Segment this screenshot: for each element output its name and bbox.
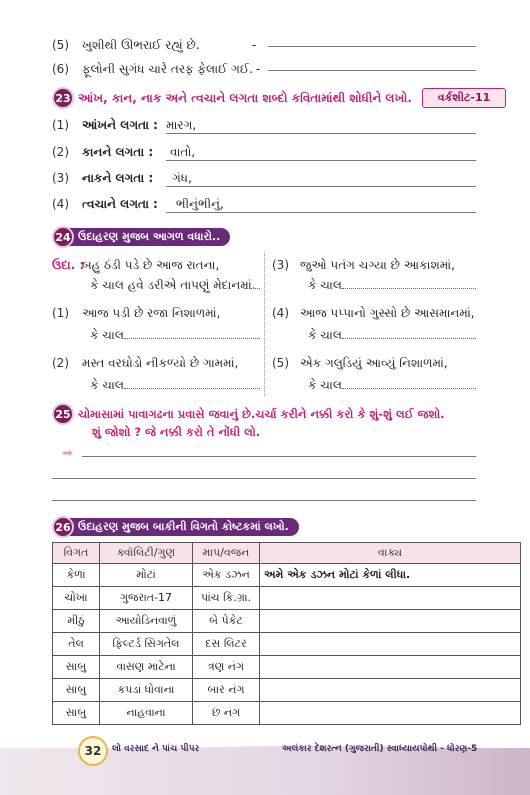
- q23-row-4-label: ત્વચાને લગતા :: [82, 197, 158, 211]
- page-number: 32: [78, 736, 108, 766]
- q23-row-3-label: નાકને લગતા :: [82, 171, 154, 185]
- table-row: [53, 610, 521, 633]
- q24-item-4-answer-line: [342, 338, 476, 339]
- table-cell: ત્રણ નંગ: [193, 656, 260, 679]
- table-row: [53, 633, 521, 656]
- item-6-answer-line: [268, 70, 476, 71]
- question-24-title: ઉદાહરણ મુજબ આગળ વધારો..: [66, 228, 230, 246]
- q24-column-divider: [264, 253, 265, 396]
- q24-item-2-answer-line: [124, 388, 260, 389]
- q24-item-3-line1: જુઓ પતંગ ચગ્યા છે આકાશમાં,: [300, 258, 455, 272]
- table-cell: અમે એક ડઝન મોટાં કેળાં લીધા.: [260, 564, 521, 587]
- q23-row-1-number: (1): [52, 118, 69, 132]
- arrow-icon: ➡: [62, 446, 73, 461]
- q25-answer-line-2: [52, 478, 476, 479]
- q23-row-1-value: મારગ,: [166, 118, 197, 132]
- table-row: [53, 679, 521, 702]
- q24-item-3-number: (3): [272, 258, 289, 272]
- worksheet-tag: વર્કશીટ-11: [422, 88, 506, 108]
- item-5-dash: -: [252, 38, 257, 52]
- item-6-text: ફૂલોની સુગંધ ચારે તરફ ફેલાઈ ગઈ.: [82, 62, 253, 76]
- q23-row-2-label: કાનને લગતા :: [82, 145, 154, 159]
- q23-row-1-label: આંખને લગતા :: [82, 118, 158, 132]
- table-cell: મોટાં: [100, 564, 193, 587]
- footer-book-title: અલંકાર દેશરત્ન (ગુજરાતી) સ્વાધ્યાયપોથી - ધોરણ-5: [282, 744, 478, 754]
- table-row: [53, 564, 521, 587]
- table-cell: ચોખા: [53, 587, 100, 610]
- q24-example-line1: બહુ ઠંડી પડે છે આજ રાતના,: [82, 258, 220, 272]
- details-table: [52, 542, 521, 725]
- item-5-number: (5): [52, 38, 69, 52]
- table-header-sentence: વાક્ય: [260, 543, 521, 564]
- question-24-header: [52, 226, 230, 248]
- question-26-badge: 26: [52, 516, 74, 538]
- q24-item-4-line2: કે ચાલ: [308, 328, 342, 342]
- table-cell: વાસણ માટેના: [100, 656, 193, 679]
- question-26-header: [52, 516, 299, 538]
- footer-chapter-title: લો વરસાદ ને પાંચ પીપર: [112, 744, 200, 754]
- question-26-title: ઉદાહરણ મુજબ બાકીની વિગતો કોષ્ટકમાં લખો.: [66, 518, 299, 536]
- table-cell: કેળાં: [53, 564, 100, 587]
- table-row: [53, 702, 521, 725]
- q23-row-4-line: [166, 212, 476, 213]
- table-cell: આયોડિનવાળું: [100, 610, 193, 633]
- q24-item-5-line2: કે ચાલ: [308, 378, 342, 392]
- question-23-badge: 23: [52, 87, 74, 109]
- table-cell: સાબુ: [53, 702, 100, 725]
- q24-item-2-line1: મસ્ત વરઘોડો નીકળ્યો છે ગામમાં,: [82, 356, 239, 370]
- q24-example-line2: કે ચાલ હવે ડરીએ તાપણું મેદાનમાં.: [90, 278, 256, 292]
- q23-row-3-line: [166, 186, 476, 187]
- table-header-quality: ક્વૉલિટી/ગુણ: [100, 543, 193, 564]
- table-row: [53, 656, 521, 679]
- q23-row-4-value: ભીનુંભીનું,: [176, 197, 224, 211]
- table-cell: બે પેકેટ: [193, 610, 260, 633]
- table-cell: દસ લિટર: [193, 633, 260, 656]
- question-24-badge: 24: [52, 226, 74, 248]
- table-cell-answer[interactable]: [260, 633, 521, 656]
- table-cell: નાહવાના: [100, 702, 193, 725]
- table-cell: ફિલ્ટર્ડ સિંગતેલ: [100, 633, 193, 656]
- q24-item-5-number: (5): [272, 356, 289, 370]
- q23-row-3-value: ગંધ,: [172, 171, 192, 185]
- q24-item-1-line1: આજ પડી છે રજા નિશાળમાં,: [82, 306, 221, 320]
- table-cell-answer[interactable]: [260, 587, 521, 610]
- table-cell: એક ડઝન: [193, 564, 260, 587]
- q24-item-5-line1: એક ગલુડિયું આવ્યું નિશાળમાં,: [300, 356, 448, 370]
- table-cell-answer[interactable]: [260, 610, 521, 633]
- q24-item-5-answer-line: [342, 388, 476, 389]
- question-25-header: [52, 403, 445, 425]
- q24-item-1-number: (1): [52, 306, 69, 320]
- table-row: [53, 587, 521, 610]
- table-cell: તેલ: [53, 633, 100, 656]
- question-25-title-line1: ચોમાસામાં પાવાગઢના પ્રવાસે જવાનું છે.ચર્ચા કરીને નક્કી કરો કે શું-શું લઈ જશો.: [78, 406, 445, 421]
- q23-row-3-number: (3): [52, 171, 69, 185]
- q25-answer-line-3: [52, 500, 476, 501]
- item-6-dash: -: [256, 62, 261, 76]
- question-25-badge: 25: [52, 403, 74, 425]
- q23-row-2-line: [166, 160, 476, 161]
- table-cell: મીઠું: [53, 610, 100, 633]
- table-cell: છ નંગ: [193, 702, 260, 725]
- q24-item-4-line1: આજ પપ્પાનો ગુસ્સો છે આસમાનમાં,: [300, 306, 475, 320]
- q24-item-1-line2: કે ચાલ: [90, 328, 124, 342]
- item-6-number: (6): [52, 62, 69, 76]
- table-header-row: [53, 543, 521, 564]
- item-5-answer-line: [268, 46, 476, 47]
- table-cell: કપડાં ધોવાના: [100, 679, 193, 702]
- table-header-item: વિગત: [53, 543, 100, 564]
- q24-item-2-line2: કે ચાલ: [90, 378, 124, 392]
- table-cell: સાબુ: [53, 656, 100, 679]
- question-23-title: આંખ, કાન, નાક અને ત્વચાને લગતા શબ્દો કવિતામાંથી શોધીને લખો.: [78, 90, 412, 105]
- q24-item-3-answer-line: [342, 288, 476, 289]
- table-cell: બાર નંગ: [193, 679, 260, 702]
- table-cell: સાબુ: [53, 679, 100, 702]
- q24-item-4-number: (4): [272, 306, 289, 320]
- question-23-header: [52, 87, 412, 109]
- table-header-measure: માપ/વજન: [193, 543, 260, 564]
- q23-row-1-line: [166, 133, 476, 134]
- question-25-title-line2: શું જોશો ? જે નક્કી કરો તે નોંધી લો.: [92, 425, 261, 439]
- q23-row-2-number: (2): [52, 145, 69, 159]
- table-cell-answer[interactable]: [260, 656, 521, 679]
- q24-item-2-number: (2): [52, 356, 69, 370]
- q24-example-label: ઉદા. :: [52, 258, 85, 272]
- q23-row-2-value: વાતો,: [170, 145, 196, 159]
- item-5-text: ખુશીથી ઊભરાઈ રહ્યું છે.: [82, 38, 200, 52]
- q24-item-3-line2: કે ચાલ: [308, 278, 342, 292]
- q24-item-1-answer-line: [124, 338, 260, 339]
- q24-example-line: [244, 288, 260, 289]
- table-cell: ગુજરાત-17: [100, 587, 193, 610]
- table-cell: પાંચ કિ.ગ્રા.: [193, 587, 260, 610]
- q25-answer-line-1: [82, 456, 476, 457]
- table-cell-answer[interactable]: [260, 679, 521, 702]
- table-cell-answer[interactable]: [260, 702, 521, 725]
- q23-row-4-number: (4): [52, 197, 69, 211]
